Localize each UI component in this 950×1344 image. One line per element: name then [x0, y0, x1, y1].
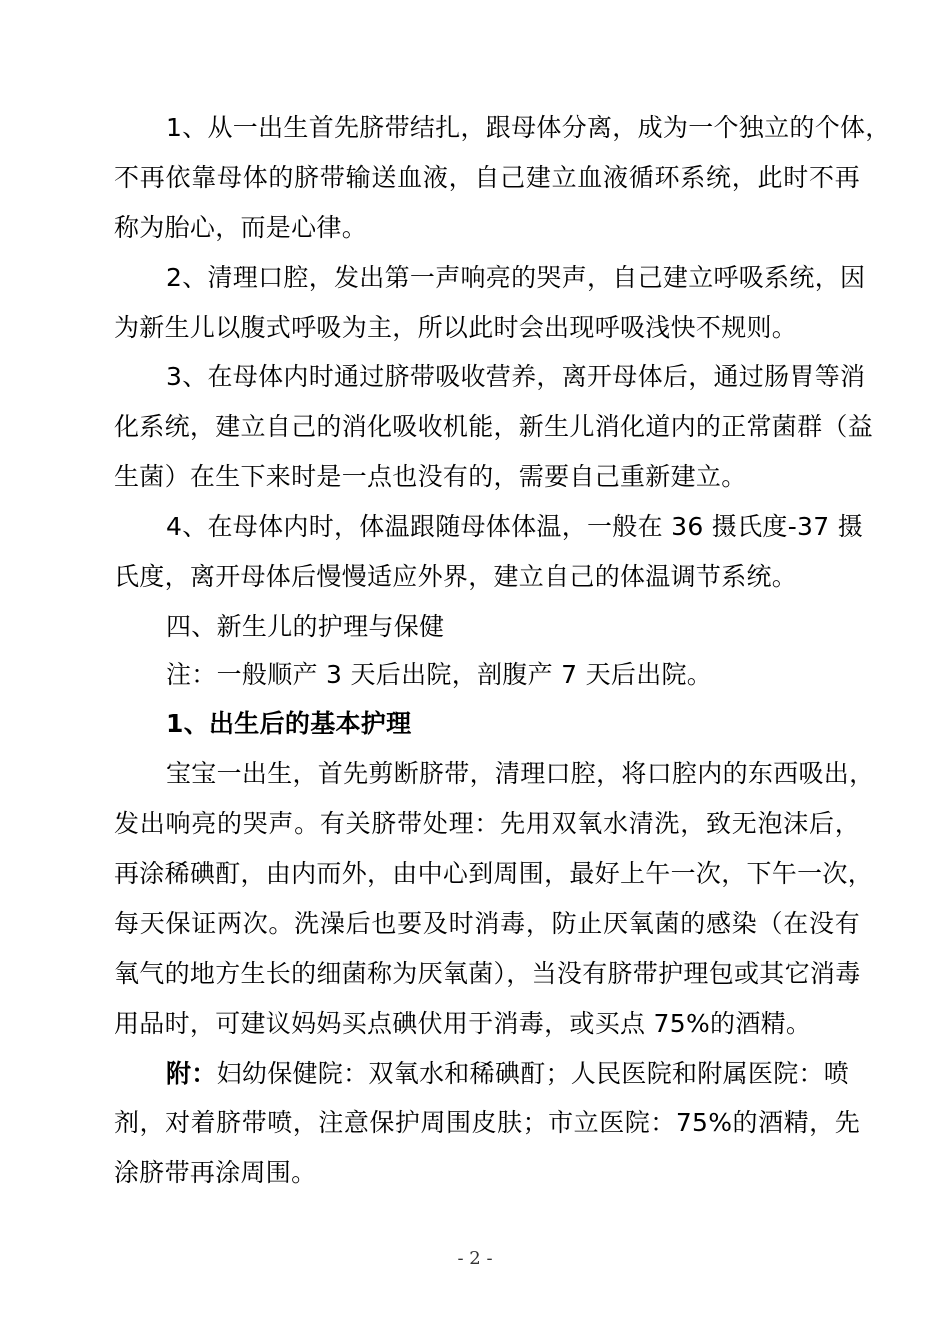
paragraph-2-line-2: 为新生儿以腹式呼吸为主，所以此时会出现呼吸浅快不规则。 — [114, 313, 798, 342]
discharge-note: 注：一般顺产 3 天后出院，剖腹产 7 天后出院。 — [166, 660, 713, 689]
paragraph-5-line-3: 再涂稀碘酊，由内而外，由中心到周围，最好上午一次，下午一次， — [114, 859, 874, 888]
subheading-basic-care: 1、出生后的基本护理 — [166, 709, 412, 738]
paragraph-5-line-4: 每天保证两次。洗澡后也要及时消毒，防止厌氧菌的感染（在没有 — [114, 909, 860, 938]
paragraph-5-line-6: 用品时，可建议妈妈买点碘伏用于消毒，或买点 75%的酒精。 — [114, 1009, 812, 1038]
paragraph-3-line-1: 3、在母体内时通过脐带吸收营养，离开母体后，通过肠胃等消 — [166, 362, 866, 391]
paragraph-1-line-1: 1、从一出生首先脐带结扎，跟母体分离，成为一个独立的个体， — [166, 113, 891, 142]
paragraph-1-line-3: 称为胎心，而是心律。 — [114, 213, 368, 242]
paragraph-3-line-3: 生菌）在生下来时是一点也没有的，需要自己重新建立。 — [114, 462, 747, 491]
paragraph-1-line-2: 不再依靠母体的脐带输送血液，自己建立血液循环系统，此时不再 — [114, 163, 860, 192]
paragraph-4-line-2: 氏度，离开母体后慢慢适应外界，建立自己的体温调节系统。 — [114, 562, 798, 591]
appendix-label: 附： — [166, 1059, 217, 1088]
paragraph-3-line-2: 化系统，建立自己的消化吸收机能，新生儿消化道内的正常菌群（益 — [114, 412, 874, 441]
paragraph-4-line-1: 4、在母体内时，体温跟随母体体温，一般在 36 摄氏度-37 摄 — [166, 512, 863, 541]
paragraph-6-line-2: 剂，对着脐带喷，注意保护周围皮肤；市立医院：75%的酒精，先 — [114, 1108, 860, 1137]
section-heading: 四、新生儿的护理与保健 — [166, 612, 445, 641]
page-number: - 2 - — [457, 1248, 493, 1269]
paragraph-5-line-5: 氧气的地方生长的细菌称为厌氧菌），当没有脐带护理包或其它消毒 — [114, 959, 861, 988]
appendix-text-line-1: 妇幼保健院：双氧水和稀碘酊；人民医院和附属医院：喷 — [216, 1059, 850, 1088]
paragraph-6-line-3: 涂脐带再涂周围。 — [114, 1158, 317, 1187]
paragraph-5-line-1: 宝宝一出生，首先剪断脐带，清理口腔，将口腔内的东西吸出， — [166, 759, 875, 788]
paragraph-6-line-1 — [166, 1059, 926, 1089]
paragraph-2-line-1: 2、清理口腔，发出第一声响亮的哭声，自己建立呼吸系统，因 — [166, 263, 866, 292]
paragraph-5-line-2: 发出响亮的哭声。有关脐带处理：先用双氧水清洗，致无泡沫后， — [114, 809, 860, 838]
